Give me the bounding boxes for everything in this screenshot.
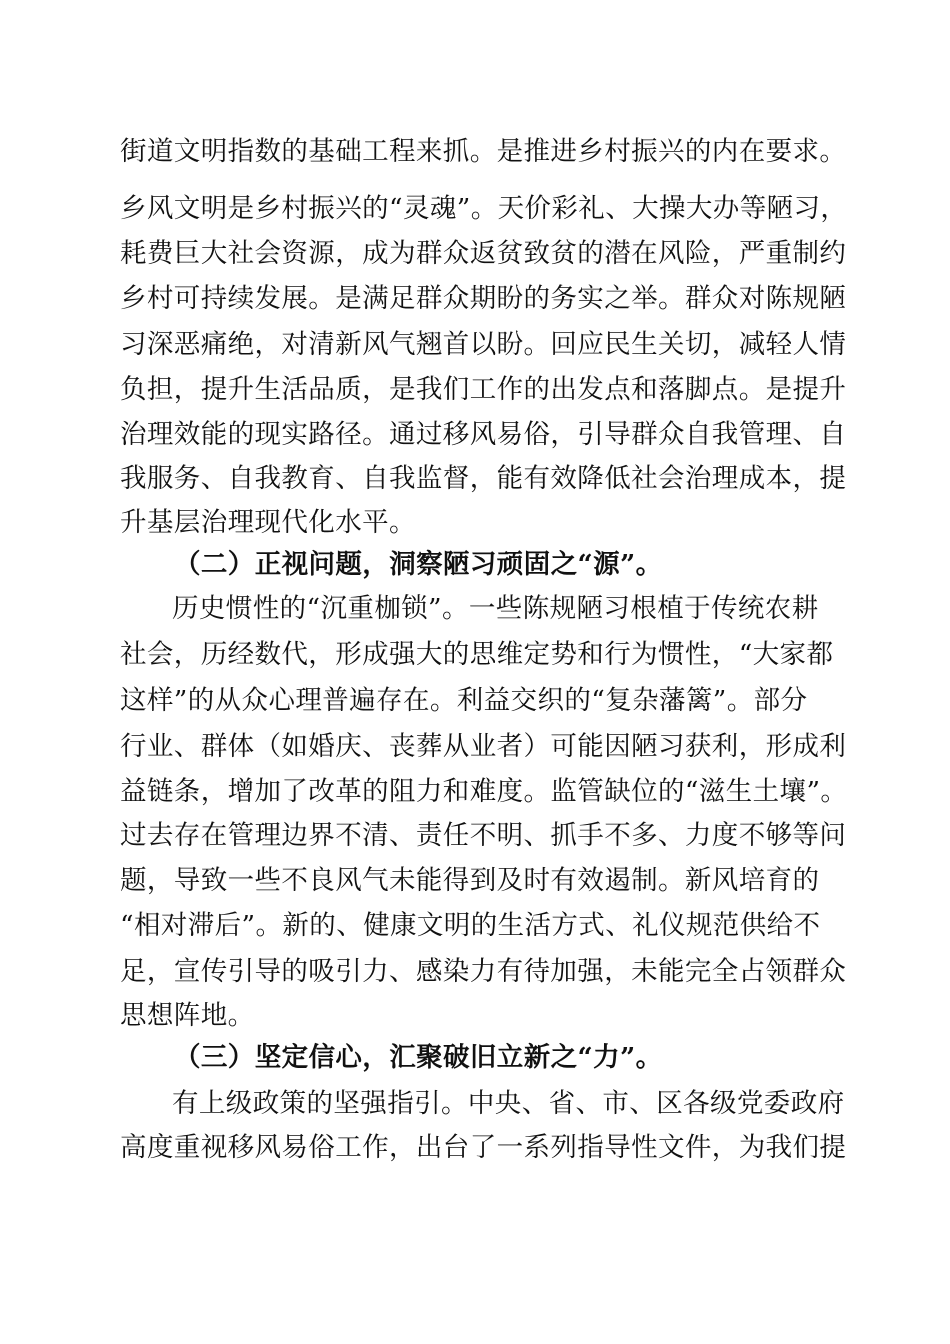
text-line: “相对滞后”。新的、健康文明的生活方式、礼仪规范供给不 [120, 910, 821, 941]
section-heading: （三）坚定信心，汇聚破旧立新之“力”。 [174, 1042, 663, 1073]
text-line: 题，导致一些不良风气未能得到及时有效遏制。新风培育的 [120, 865, 820, 896]
paragraph-first-line: 有上级政策的坚强指引。中央、省、市、区各级党委政府 [172, 1088, 845, 1119]
text-line: 思想阵地。 [120, 1000, 255, 1031]
text-line: 过去存在管理边界不清、责任不明、抓手不多、力度不够等问 [120, 820, 847, 851]
text-line: 负担，提升生活品质，是我们工作的出发点和落脚点。是提升 [120, 374, 847, 405]
text-line: 乡风文明是乡村振兴的“灵魂”。天价彩礼、大操大办等陋习， [120, 193, 848, 224]
section-heading: （二）正视问题，洞察陋习顽固之“源”。 [174, 549, 663, 580]
text-line: 乡村可持续发展。是满足群众期盼的务实之举。群众对陈规陋 [120, 283, 847, 314]
text-line: 社会，历经数代，形成强大的思维定势和行为惯性，“大家都 [120, 639, 834, 670]
text-line: 街道文明指数的基础工程来抓。是推进乡村振兴的内在要求。 [120, 136, 847, 167]
text-line: 升基层治理现代化水平。 [120, 507, 416, 538]
text-line: 耗费巨大社会资源，成为群众返贫致贫的潜在风险，严重制约 [120, 238, 847, 269]
text-line: 益链条，增加了改革的阻力和难度。监管缺位的“滋生土壤”。 [120, 776, 848, 807]
text-line: 行业、群体（如婚庆、丧葬从业者）可能因陋习获利，形成利 [120, 731, 847, 762]
text-line: 高度重视移风易俗工作，出台了一系列指导性文件，为我们提 [120, 1132, 847, 1163]
text-line: 我服务、自我教育、自我监督，能有效降低社会治理成本，提 [120, 463, 847, 494]
paragraph-first-line: 历史惯性的“沉重枷锁”。一些陈规陋习根植于传统农耕 [172, 593, 819, 624]
text-line: 习深恶痛绝，对清新风气翘首以盼。回应民生关切，减轻人情 [120, 329, 847, 360]
text-line: 足，宣传引导的吸引力、感染力有待加强，未能完全占领群众 [120, 956, 847, 987]
text-line: 这样”的从众心理普遍存在。利益交织的“复杂藩篱”。部分 [120, 685, 808, 716]
text-line: 治理效能的现实路径。通过移风易俗，引导群众自我管理、自 [120, 419, 847, 450]
